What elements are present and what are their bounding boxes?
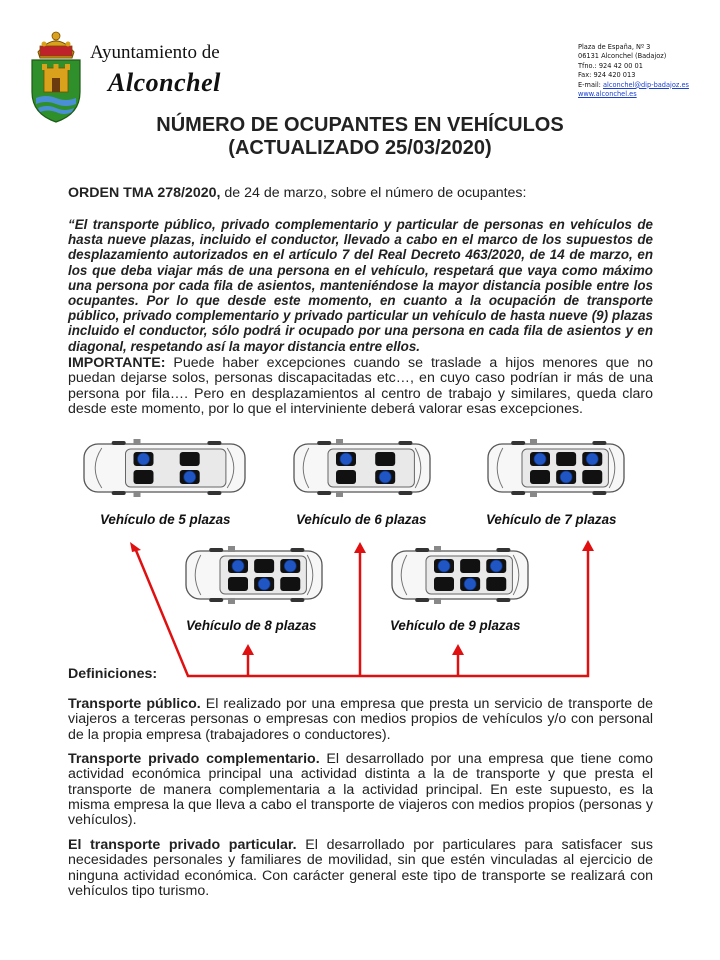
importante-paragraph xyxy=(68,356,653,417)
wheel xyxy=(112,441,126,445)
contact-address: Plaza de España, Nº 3 xyxy=(578,43,651,51)
vehicle-7-caption: Vehículo de 7 plazas xyxy=(486,512,617,527)
definition-text: El desarrollado por una empresa que tiene como actividad económica principal una actividad distinta a la de transporte y que presta el transporte de manera complementaria a la actividad principal. En este supuesto, es la misma empresa la que lleva a cabo el transporte de viajeros con medios propios (personas y vehículos). xyxy=(68,751,653,829)
definiciones-heading: Definiciones: xyxy=(68,666,158,682)
wheel xyxy=(496,548,510,552)
vehicle-7-seats-diagram xyxy=(486,438,626,498)
organization-name-line1: Ayuntamiento de xyxy=(90,42,220,63)
occupant-marker xyxy=(379,471,391,483)
seat xyxy=(134,470,154,484)
wheel xyxy=(207,491,221,495)
occupant-marker xyxy=(560,471,572,483)
orden-reference: ORDEN TMA 278/2020, xyxy=(68,185,221,201)
definition-text: El realizado por una empresa que presta un servicio de transporte de viajeros a terceras personas o empresas con medios propios de vehículos y/o con personal de la propia empresa (trabajadores o conductores). xyxy=(68,696,653,743)
title-line2: (ACTUALIZADO 25/03/2020) xyxy=(228,137,492,159)
importante-label: IMPORTANTE: xyxy=(68,355,166,371)
title-line1: NÚMERO DE OCUPANTES EN VEHÍCULOS xyxy=(156,114,564,136)
seat xyxy=(530,470,550,484)
seat xyxy=(336,470,356,484)
seat xyxy=(556,452,576,466)
vehicle-8-caption: Vehículo de 8 plazas xyxy=(186,618,317,633)
seat xyxy=(180,452,200,466)
document-title xyxy=(60,114,660,160)
occupant-marker xyxy=(438,560,450,572)
car-mirror xyxy=(336,439,343,445)
seat xyxy=(280,577,300,591)
seat xyxy=(434,577,454,591)
definition-term: El transporte privado particular. xyxy=(68,837,297,853)
seat xyxy=(582,470,602,484)
contact-web-link[interactable]: www.alconchel.es xyxy=(578,90,637,99)
wheel xyxy=(398,491,412,495)
occupant-marker xyxy=(184,471,196,483)
wheel xyxy=(209,598,223,602)
definition-text: El desarrollado por particulares para satisfacer sus necesidades personales y familiares de movilidad, sin que estén vinculadas al ejercicio de ninguna actividad económica. Con carácter general este tipo de transporte se realizará con vehículos tipo turismo. xyxy=(68,837,653,899)
arrowhead-5 xyxy=(130,542,141,552)
vehicle-5-seats-diagram xyxy=(82,438,247,498)
definition-term: Transporte privado complementario. xyxy=(68,751,320,767)
definition-term: Transporte público. xyxy=(68,696,201,712)
wheel xyxy=(207,441,221,445)
occupant-marker xyxy=(340,453,352,465)
orden-paragraph xyxy=(68,186,653,201)
vehicle-6-caption: Vehículo de 6 plazas xyxy=(296,512,427,527)
vehicle-9-seats-diagram xyxy=(390,545,530,605)
definition-transporte-privado-particular xyxy=(68,838,653,899)
definition-transporte-publico xyxy=(68,697,653,743)
occupant-marker xyxy=(138,453,150,465)
contact-email-label: E-mail: xyxy=(578,80,603,89)
wheel xyxy=(511,441,525,445)
occupant-marker xyxy=(464,578,476,590)
car-mirror xyxy=(530,439,537,445)
arrowhead-8 xyxy=(242,644,254,655)
importante-text: Puede haber excepciones cuando se traslade a hijos menores que no puedan dejarse solos, personas discapacitadas etc…, en cuyo caso podrían ir más de una persona por fila…. Pero en desplazamientos al centro de trabajo y similares, queda claro desde este momento, por lo que el interviniente deberá valorar esas excepciones. xyxy=(68,355,653,417)
wheel xyxy=(511,491,525,495)
contact-fax: Fax: 924 420 013 xyxy=(578,71,636,80)
organization-name-line2: Alconchel xyxy=(108,68,221,97)
wheel xyxy=(398,441,412,445)
seat xyxy=(486,577,506,591)
occupant-marker xyxy=(284,560,296,572)
contact-email-row xyxy=(578,81,718,90)
seat xyxy=(460,559,480,573)
quote-paragraph: “El transporte público, privado complementario y particular de personas en vehículos de hasta nueve plazas, incluido el conductor, llevado a cabo en el marco de los supuestos de desplazamiento autorizados en el artículo 7 del Real Decreto 463/2020, de 14 de marzo, en los que deba viajar más de una persona en el vehículo, respetará que vaya como máximo una persona por cada fila de asientos, manteniéndose la mayor distancia posible entre los ocupantes. Por lo que desde este momento, en cuanto a la ocupación de transporte público, privado complementario y privado particular un vehículo de hasta nueve (9) plazas incluido el conductor, sólo podrá ir ocupado por una persona en cada fila de asientos y en diagonal, respetando así la mayor distancia entre ellos. xyxy=(68,217,653,354)
contact-email-link[interactable]: alconchel@dip-badajoz.es xyxy=(603,80,689,89)
car-mirror xyxy=(434,546,441,552)
wheel xyxy=(290,548,304,552)
occupant-marker xyxy=(232,560,244,572)
wheel xyxy=(112,491,126,495)
wheel xyxy=(209,548,223,552)
occupant-marker xyxy=(490,560,502,572)
occupant-marker xyxy=(586,453,598,465)
wheel xyxy=(317,441,331,445)
occupant-marker xyxy=(258,578,270,590)
wheel xyxy=(592,491,606,495)
vehicle-8-seats-diagram xyxy=(184,545,324,605)
vehicle-6-seats-diagram xyxy=(292,438,432,498)
wheel xyxy=(415,548,429,552)
definition-transporte-privado-complementario xyxy=(68,752,653,828)
municipal-crest-logo xyxy=(26,22,86,128)
seat xyxy=(254,559,274,573)
arrowhead-7 xyxy=(582,540,594,551)
vehicle-9-caption: Vehículo de 9 plazas xyxy=(390,618,521,633)
car-mirror xyxy=(228,546,235,552)
car-mirror xyxy=(530,491,537,497)
orden-text: de 24 de marzo, sobre el número de ocupantes: xyxy=(220,185,527,201)
car-mirror xyxy=(228,598,235,604)
wheel xyxy=(317,491,331,495)
wheel xyxy=(496,598,510,602)
contact-phone: Tfno.: 924 42 00 01 xyxy=(578,61,643,70)
vehicle-5-caption: Vehículo de 5 plazas xyxy=(100,512,231,527)
wheel xyxy=(592,441,606,445)
contact-block xyxy=(578,43,718,99)
wheel xyxy=(415,598,429,602)
contact-city: 06131 Alconchel (Badajoz) xyxy=(578,52,667,61)
car-mirror xyxy=(434,598,441,604)
car-mirror xyxy=(134,439,141,445)
occupant-marker xyxy=(534,453,546,465)
car-mirror xyxy=(336,491,343,497)
seat xyxy=(228,577,248,591)
seat xyxy=(375,452,395,466)
wheel xyxy=(290,598,304,602)
car-mirror xyxy=(134,491,141,497)
arrowhead-6 xyxy=(354,542,366,553)
arrowhead-9 xyxy=(452,644,464,655)
